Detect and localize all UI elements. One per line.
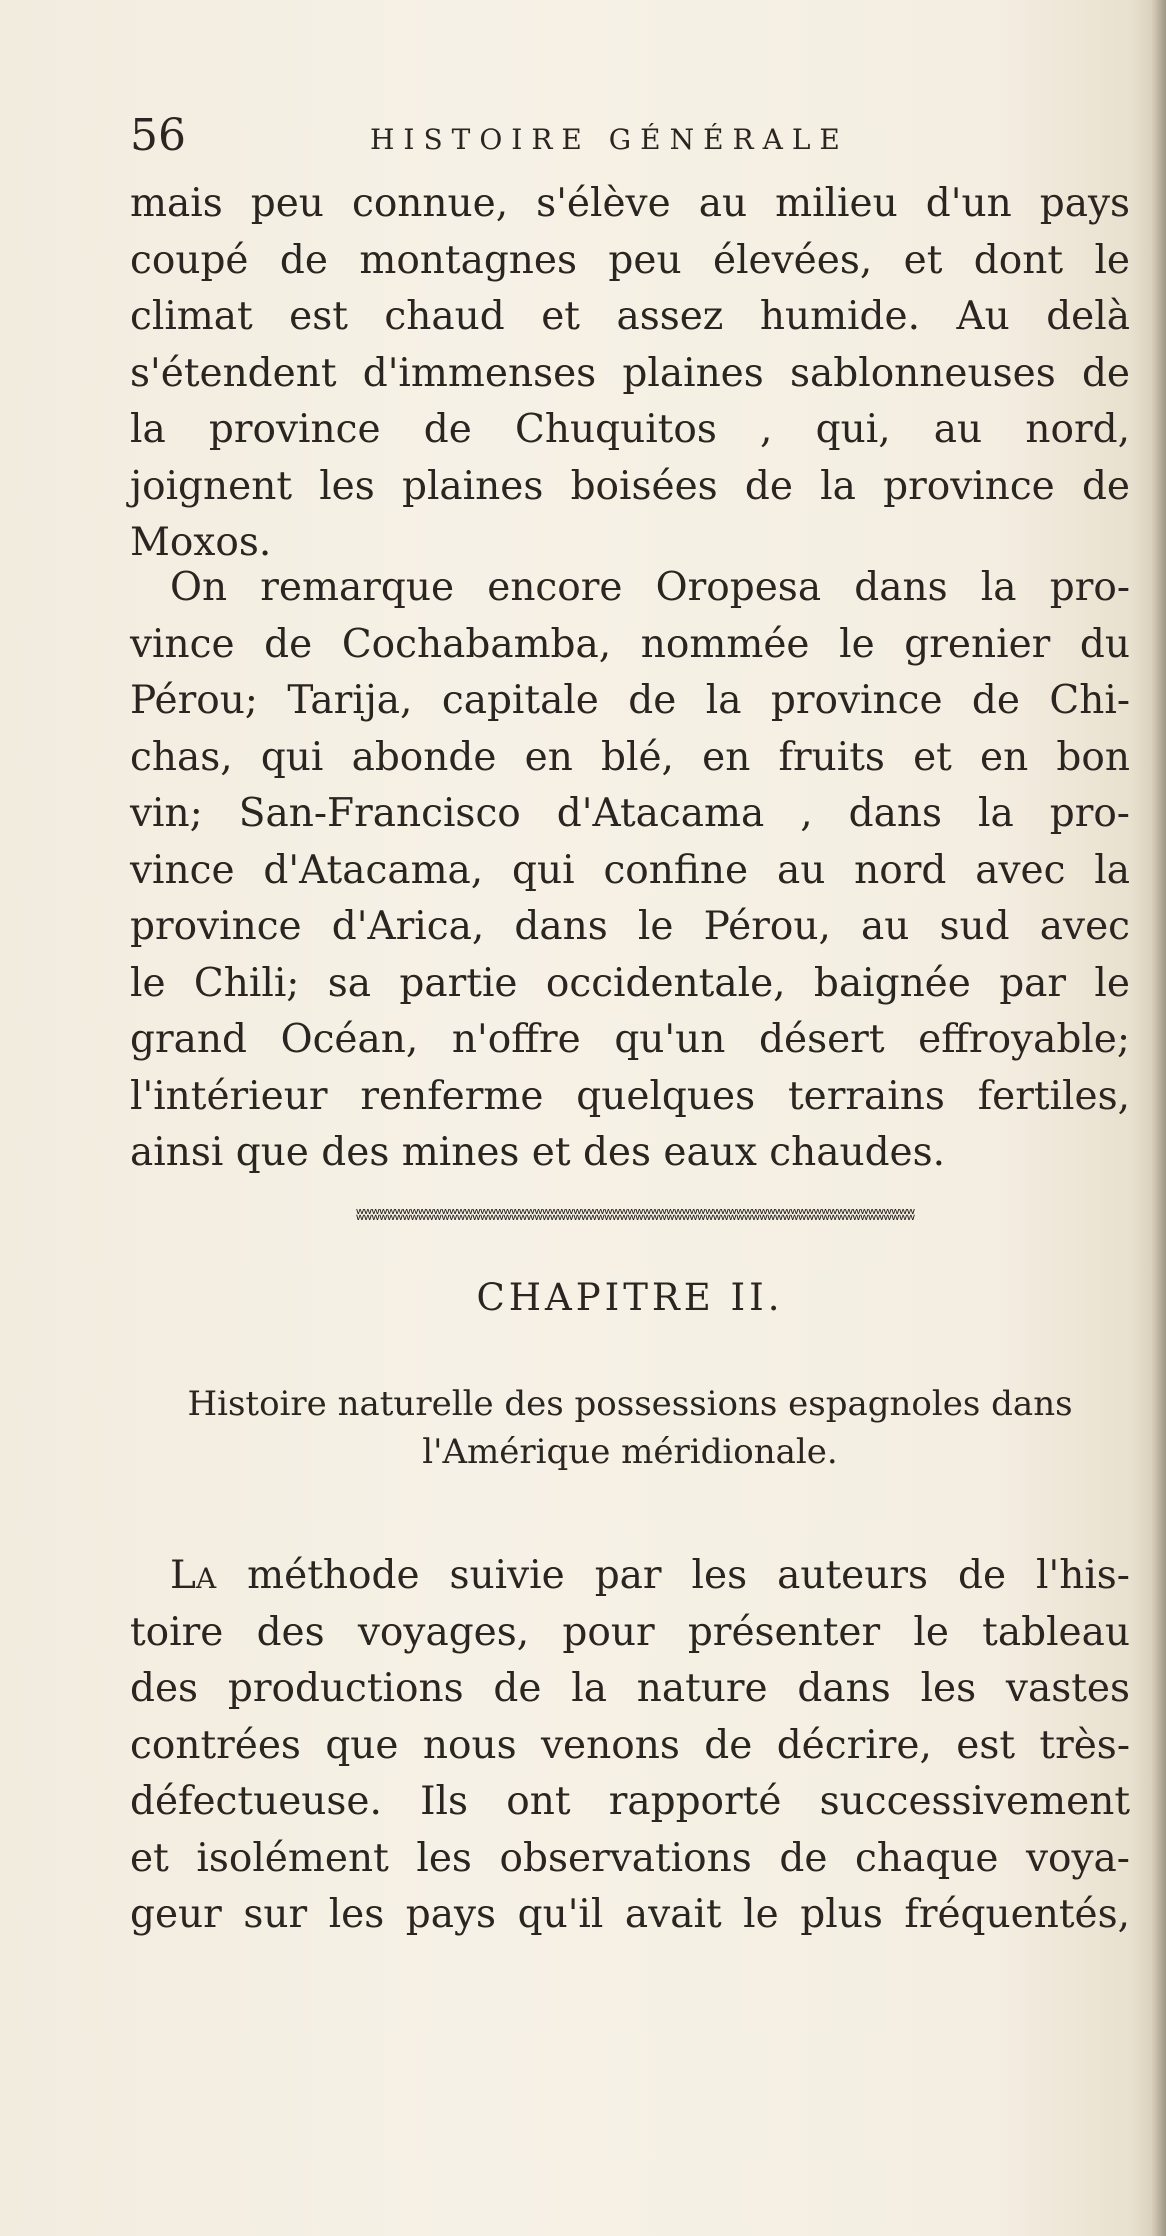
running-head	[130, 108, 1130, 164]
text-line-first	[130, 1548, 1130, 1605]
text-line: contrées que nous venons de décrire, est très-	[130, 1722, 1130, 1768]
first-line-text: méthode suivie par les auteurs de l'his-	[217, 1553, 1130, 1598]
ornamental-divider: ʬʬʬʬʬʬʬʬʬʬʬʬʬʬʬʬʬʬʬʬʬʬʬʬʬʬʬʬʬʬʬʬʬʬʬʬʬʬʬʬʬʬʬʬʬʬʬʬʬʬʬʬʬʬʬʬʬʬʬʬʬʬʬʬʬʬʬʬʬʬʬʬ	[355, 1208, 915, 1222]
text-line: vince d'Atacama, qui confine au nord avec la	[130, 847, 1130, 893]
text-line: vin; San-Francisco d'Atacama , dans la pro-	[130, 791, 1130, 836]
chapter-title: CHAPITRE II.	[476, 1276, 784, 1319]
text-line: chas, qui abonde en blé, en fruits et en bon	[130, 734, 1130, 780]
page-number: 56	[130, 110, 186, 161]
text-line: geur sur les pays qu'il avait le plus fréquentés,	[130, 1892, 1130, 1937]
running-title: HISTOIRE GÉNÉRALE	[370, 123, 849, 156]
text-line: mais peu connue, s'élève au milieu d'un pays	[130, 181, 1130, 226]
text-line: vince de Cochabamba, nommée le grenier du	[130, 621, 1130, 667]
text-line: coupé de montagnes peu élevées, et dont le	[130, 237, 1130, 283]
text-line: joignent les plaines boisées de la province de	[130, 463, 1130, 509]
chapter-subtitle-line: Histoire naturelle des possessions espagnoles dans	[187, 1384, 1073, 1424]
text-line: Moxos.	[130, 520, 272, 565]
page-edge-shadow	[1152, 0, 1166, 2236]
text-line: défectueuse. Ils ont rapporté successivement	[130, 1779, 1130, 1824]
text-line: l'intérieur renferme quelques terrains fertiles,	[130, 1073, 1130, 1119]
chapter-subtitle	[130, 1380, 1130, 1476]
paragraph-1	[130, 176, 1130, 572]
text-line: des productions de la nature dans les vastes	[130, 1666, 1130, 1711]
text-line: climat est chaud et assez humide. Au delà	[130, 294, 1130, 339]
paragraph-2	[130, 560, 1130, 1182]
text-line: Pérou; Tarija, capitale de la province de Chi-	[130, 678, 1130, 723]
text-line: le Chili; sa partie occidentale, baignée par le	[130, 960, 1130, 1006]
text-line: ainsi que des mines et des eaux chaudes.	[130, 1130, 946, 1175]
text-line: On remarque encore Oropesa dans la pro-	[170, 565, 1130, 610]
text-line: province d'Arica, dans le Pérou, au sud avec	[130, 904, 1130, 949]
paragraph-3	[130, 1548, 1130, 1944]
chapter-subtitle-line: l'Amérique méridionale.	[422, 1432, 838, 1472]
text-line: grand Océan, n'offre qu'un désert effroyable;	[130, 1017, 1130, 1062]
small-caps-letter: A	[195, 1562, 218, 1595]
initial-letter: L	[170, 1553, 196, 1598]
text-line: et isolément les observations de chaque voya-	[130, 1835, 1130, 1881]
text-line: toire des voyages, pour présenter le tableau	[130, 1609, 1130, 1655]
text-line: s'étendent d'immenses plaines sablonneuses de	[130, 350, 1130, 396]
text-line: la province de Chuquitos , qui, au nord,	[130, 407, 1130, 452]
